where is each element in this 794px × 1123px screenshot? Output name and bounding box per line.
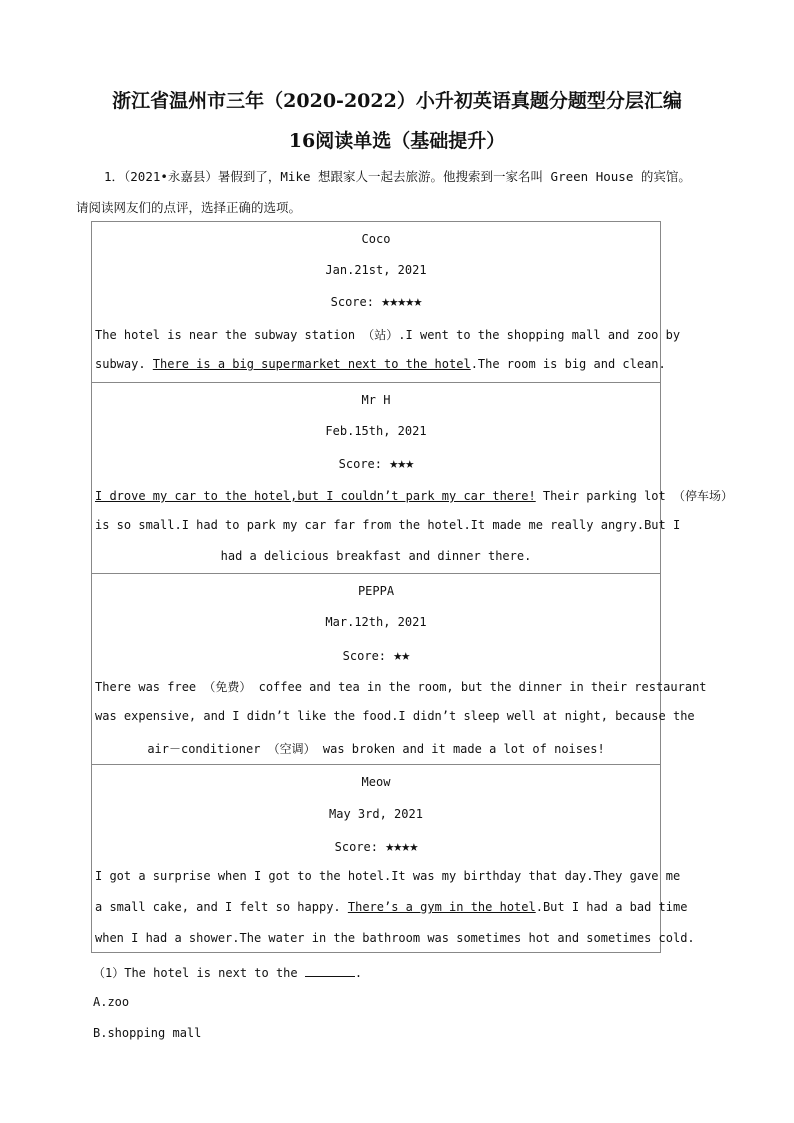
review-text-line: I got a surprise when I got to the hotel.It was my birthday that day.They gave me <box>95 869 681 883</box>
score-label: Score: <box>334 840 378 854</box>
sub-question-stem <box>93 964 362 981</box>
document-title-line1: 浙江省温州市三年（2020-2022）小升初英语真题分题型分层汇编 <box>112 90 682 112</box>
underlined-text: There’s a gym in the hotel <box>347 900 536 914</box>
review-text-line: was expensive, and I didn’t like the food.I didn’t sleep well at night, because the <box>95 709 695 723</box>
underlined-text: There is a big supermarket next to the hotel <box>152 357 471 371</box>
text-segment: subway. <box>95 357 153 371</box>
review-text-line: when I had a shower.The water in the bathroom was sometimes hot and sometimes cold. <box>95 931 695 945</box>
star-rating-icon: ★★★★★ <box>381 292 422 310</box>
review-text-line: is so small.I had to park my car far from the hotel.It made me really angry.But I <box>95 518 681 532</box>
text-segment: .But I had a bad time <box>535 900 688 914</box>
score-label: Score: <box>338 457 383 471</box>
star-rating-icon: ★★★ <box>389 454 414 472</box>
review-date: Mar.12th, 2021 <box>325 615 427 629</box>
review-text-line: There was free （免费） coffee and tea in the room, but the dinner in their restaurant <box>95 680 707 694</box>
review-score <box>95 292 657 310</box>
reviewer-name: Mr H <box>361 393 391 407</box>
reviewer-name: PEPPA <box>357 584 395 598</box>
review-meow <box>92 764 695 952</box>
reviewer-name: Coco <box>361 232 391 246</box>
review-text-line: air－conditioner （空调） was broken and it made a lot of noises! <box>147 742 605 756</box>
answer-blank[interactable] <box>305 966 355 977</box>
review-date: Feb.15th, 2021 <box>325 424 427 438</box>
review-text-line: had a delicious breakfast and dinner there. <box>220 549 532 563</box>
text-segment: .The room is big and clean. <box>470 357 666 371</box>
text-segment: Their parking lot （停车场） <box>535 489 733 503</box>
review-peppa <box>92 573 707 764</box>
review-date: May 3rd, 2021 <box>329 807 423 821</box>
question-text: . <box>354 966 363 980</box>
review-score <box>95 454 657 472</box>
question-text: （1）The hotel is next to the <box>93 966 305 980</box>
score-label: Score: <box>342 649 387 663</box>
score-label: Score: <box>330 295 374 309</box>
question-intro-line2: 请阅读网友们的点评，选择正确的选项。 <box>76 200 302 215</box>
review-score <box>95 837 657 855</box>
review-text-line <box>95 487 733 504</box>
review-text-line <box>95 357 666 371</box>
text-segment: a small cake, and I felt so happy. <box>95 900 348 914</box>
review-coco <box>92 222 681 382</box>
review-score <box>95 646 657 664</box>
reviews-table <box>91 221 733 953</box>
reviewer-name: Meow <box>361 775 391 789</box>
underlined-text: I drove my car to the hotel,but I couldn’t park my car there! <box>95 489 536 503</box>
document-title-line2: 16阅读单选（基础提升） <box>288 130 506 152</box>
review-text-line <box>95 900 688 914</box>
review-date: Jan.21st, 2021 <box>325 263 427 277</box>
review-text-line: The hotel is near the subway station （站）.I went to the shopping mall and zoo by <box>95 328 681 342</box>
option-a[interactable]: A.zoo <box>93 995 130 1009</box>
question-intro-line1: 1．（2021•永嘉县）暑假到了，Mike 想跟家人一起去旅游。他搜索到一家名叫 Green House 的宾馆。 <box>104 169 691 184</box>
star-rating-icon: ★★ <box>393 646 410 664</box>
review-mr-h <box>92 382 733 573</box>
star-rating-icon: ★★★★ <box>385 837 418 855</box>
option-b[interactable]: B.shopping mall <box>93 1026 202 1040</box>
